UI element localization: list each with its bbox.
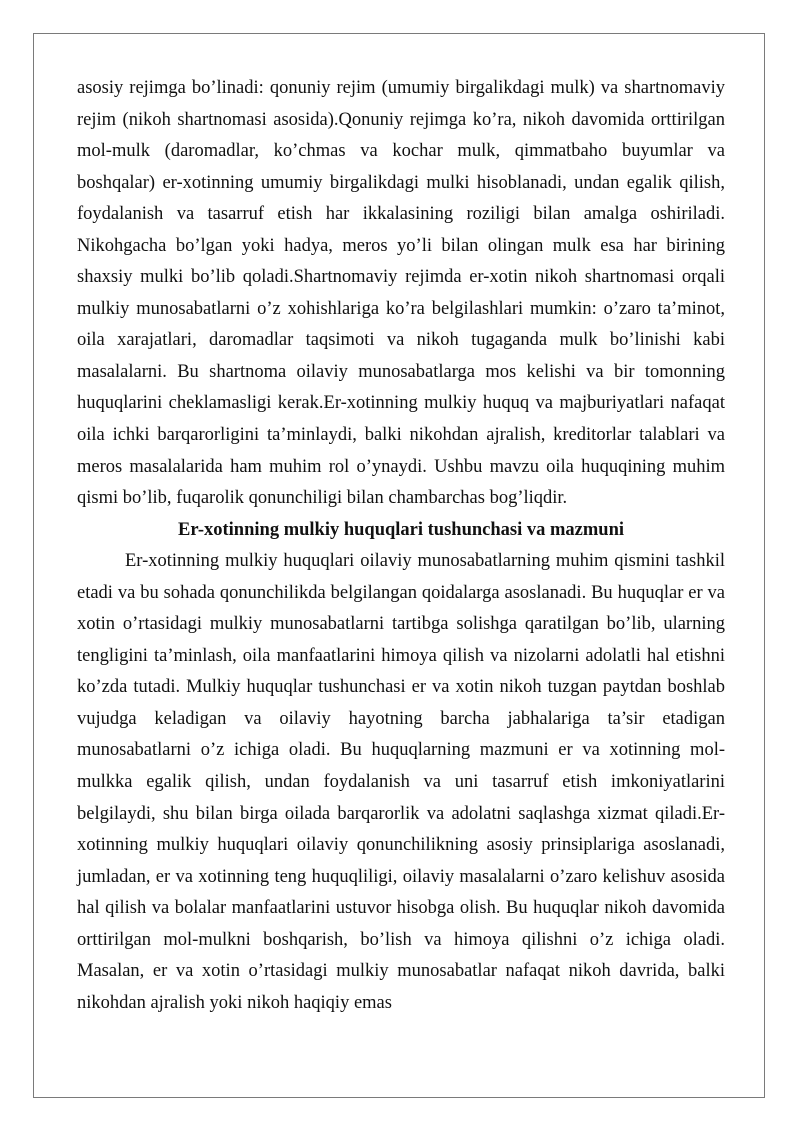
body-paragraph: asosiy rejimga bo’linadi: qonuniy rejim (umumiy birgalikdagi mulk) va shartnomaviy rejim (nikoh shartnomasi asosida).Qonuniy rejimga ko’ra, nikoh davomida orttirilgan mol-mulk (daromadlar, ko’chmas va kochar mulk, qimmatbaho buyumlar va boshqalar) er-xotinning umumiy birgalikdagi mulki hisoblanadi, undan egalik qilish, foydalanish va tasarruf etish har ikkalasining roziligi bilan amalga oshiriladi. Nikohgacha bo’lgan yoki hadya, meros yo’li bilan olingan mulk esa har birining shaxsiy mulki bo’lib qoladi.Shartnomaviy rejimda er-xotin nikoh shartnomasi orqali mulkiy munosabatlarni o’z xohishlariga ko’ra belgilashlari mumkin: o’zaro ta’minot, oila xarajatlari, daromadlar taqsimoti va nikoh tugaganda mulk bo’linishi kabi masalalarni. Bu shartnoma oilaviy munosabatlarga mos kelishi va bir tomonning huquqlarini cheklamasligi kerak.Er-xotinning mulkiy huquq va majburiyatlari nafaqat oila ichki barqarorligini ta’minlaydi, balki nikohdan ajralish, kreditorlar talablari va meros masalalarida ham muhim rol o’ynaydi. Ushbu mavzu oila huquqining muhim qismi bo’lib, fuqarolik qonunchiligi bilan chambarchas bog’liqdir.	[77, 78, 725, 509]
document-body	[77, 73, 725, 1019]
body-paragraph: Er-xotinning mulkiy huquqlari oilaviy munosabatlarning muhim qismini tashkil etadi va bu sohada qonunchilikda belgilangan qoidalarga asoslanadi. Bu huquqlar er va xotin o’rtasidagi mulkiy munosabatlarni tartibga solishga qaratilgan bo’lib, ularning tengligini ta’minlash, oila manfaatlarini himoya qilish va nizolarni adolatli hal etishni ko’zda tutadi. Mulkiy huquqlar tushunchasi er va xotin nikoh tuzgan paytdan boshlab vujudga keladigan va oilaviy hayotning barcha jabhalariga ta’sir etadigan munosabatlarni o’z ichiga oladi. Bu huquqlarning mazmuni er va xotinning mol-mulkka egalik qilish, undan foydalanish va uni tasarruf etish imkoniyatlarini belgilaydi, shu bilan birga oilada barqarorlik va adolatni saqlashga xizmat qiladi.Er-xotinning mulkiy huquqlari oilaviy qonunchilikning asosiy prinsiplariga asoslanadi, jumladan, er va xotinning teng huquqliligi, oilaviy masalalarni o’zaro kelishuv asosida hal qilish va bolalar manfaatlarini ustuvor hisobga olish. Bu huquqlar nikoh davomida orttirilgan mol-mulkni boshqarish, bo’lish va himoya qilishni o’z ichiga oladi. Masalan, er va xotin o’rtasidagi mulkiy munosabatlar nafaqat nikoh davrida, balki nikohdan ajralish yoki nikoh haqiqiy emas	[77, 551, 725, 1013]
section-heading: Er-xotinning mulkiy huquqlari tushunchasi va mazmuni	[177, 519, 624, 540]
